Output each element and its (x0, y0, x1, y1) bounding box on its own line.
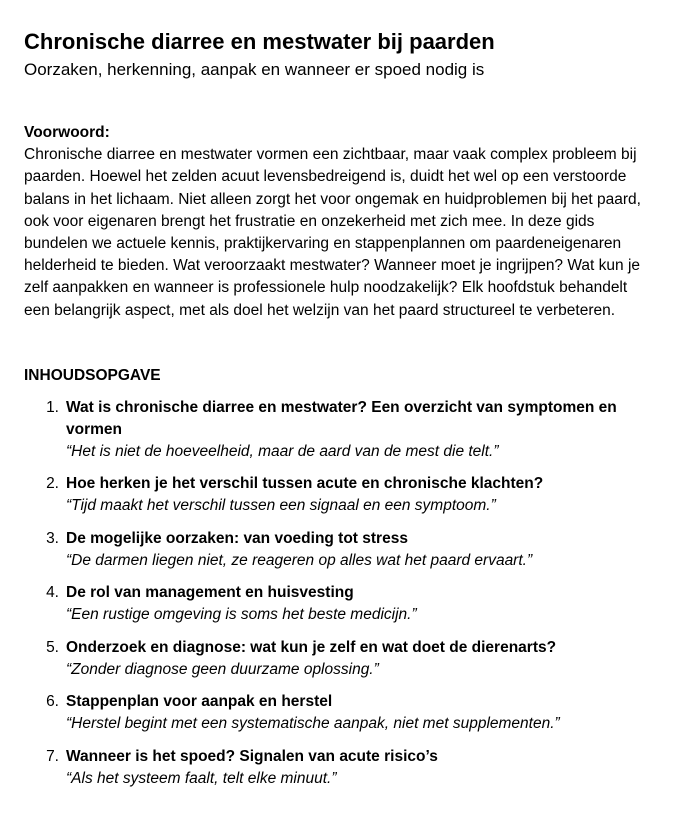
toc-item-title: De mogelijke oorzaken: van voeding tot stress (66, 529, 408, 547)
toc-item-quote: “Herstel begint met een systematische aanpak, niet met supplementen.” (66, 715, 560, 733)
toc-item-number: 1. (46, 398, 59, 416)
foreword-label: Voorwoord: (24, 124, 110, 141)
toc-item-2 (24, 473, 649, 517)
toc-heading: INHOUDSOPGAVE (24, 366, 161, 384)
toc-item-title: Wat is chronische diarree en mestwater? Een overzicht van symptomen en vormen (66, 398, 617, 438)
toc-item-quote: “Het is niet de hoeveelheid, maar de aard van de mest die telt.” (66, 442, 499, 460)
toc-item-quote: “Tijd maakt het verschil tussen een signaal en een symptoom.” (66, 497, 496, 515)
toc-item-number: 7. (46, 747, 59, 765)
toc-item-title: Onderzoek en diagnose: wat kun je zelf en wat doet de dierenarts? (66, 638, 557, 656)
toc-item-quote: “Als het systeem faalt, telt elke minuut.” (66, 769, 337, 787)
toc-item-title: De rol van management en huisvesting (66, 584, 354, 602)
toc-item-number: 3. (46, 529, 59, 547)
toc-item-title: Hoe herken je het verschil tussen acute en chronische klachten? (66, 475, 544, 493)
toc-item-quote: “Een rustige omgeving is soms het beste medicijn.” (66, 606, 417, 624)
toc-item-number: 6. (46, 693, 59, 711)
foreword-text: Chronische diarree en mestwater vormen een zichtbaar, maar vaak complex probleem bij paarden. Hoewel het zelden acuut levensbedreigend is, duidt het wel op een verstoorde balans in het lichaam. Niet alleen zorgt het voor ongemak en huidproblemen bij het paard, ook voor eigenaren brengt het frustratie en onzekerheid met zich mee. In deze gids bundelen we actuele kennis, praktijkervaring en stappenplannen om paardeneigenaren helderheid te bieden. Wat veroorzaakt mestwater? Wanneer moet je ingrijpen? Wat kun je zelf aanpakken en wanneer is professionele hulp noodzakelijk? Elk hoofdstuk behandelt een belangrijk aspect, met als doel het welzijn van het paard structureel te verbeteren. (24, 146, 641, 319)
toc-item-3 (24, 528, 649, 572)
toc-item-title: Wanneer is het spoed? Signalen van acute risico’s (66, 747, 438, 765)
table-of-contents (24, 397, 649, 790)
toc-item-7 (24, 746, 649, 790)
toc-item-number: 5. (46, 638, 59, 656)
foreword-section (24, 122, 649, 322)
toc-item-4 (24, 582, 649, 626)
toc-item-number: 2. (46, 475, 59, 493)
toc-item-quote: “Zonder diagnose geen duurzame oplossing.” (66, 660, 379, 678)
toc-item-number: 4. (46, 584, 59, 602)
toc-item-6 (24, 691, 649, 735)
toc-item-1 (24, 397, 649, 463)
document-title: Chronische diarree en mestwater bij paarden (24, 29, 495, 54)
toc-item-5 (24, 637, 649, 681)
document-subtitle: Oorzaken, herkenning, aanpak en wanneer er spoed nodig is (24, 60, 485, 79)
toc-item-quote: “De darmen liegen niet, ze reageren op alles wat het paard ervaart.” (66, 551, 533, 569)
toc-item-title: Stappenplan voor aanpak en herstel (66, 693, 333, 711)
